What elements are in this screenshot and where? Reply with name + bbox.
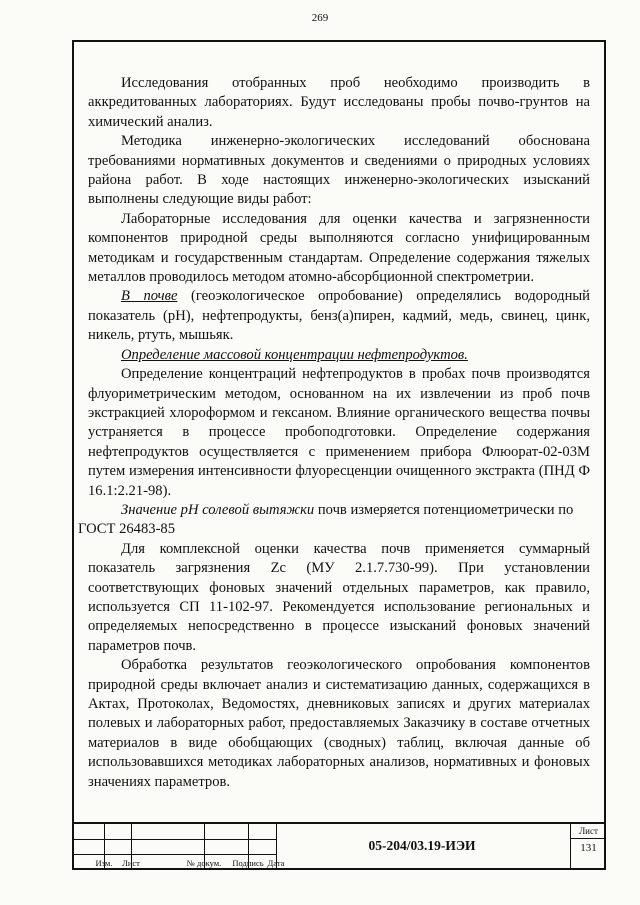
in-soil-heading: В почве	[121, 288, 178, 305]
paragraph-in-soil	[88, 287, 590, 345]
in-soil-text: (геоэкологическое опробование) определялись водородный показатель (рН), нефтепродукты, бенз(а)пирен, кадмий, медь, свинец, цинк, никель, ртуть, мышьяк.	[88, 288, 590, 344]
paragraph-laboratories: Исследования отобранных проб необходимо производить в аккредитованных лабораториях. Будут исследованы пробы почво-грунтов на химический анализ.	[88, 75, 590, 130]
oil-products-heading: Определение массовой концентрации нефтепродуктов.	[121, 346, 468, 363]
subheading-oil-products	[88, 346, 590, 365]
col-doc-number: № докум.	[132, 824, 205, 870]
page-frame	[72, 40, 606, 870]
ph-text: почв измеряется потенциометрически по	[314, 501, 574, 518]
title-block	[72, 822, 606, 870]
paragraph-processing: Обработка результатов геоэкологического опробования компонентов природной среды включает анализ и систематизацию данных, содержащихся в Актах, Протоколах, Ведомостях, дневниковых записях и других материалах полевых и лабораторных работ, предоставляемых Заказчику в составе отчетных материалов в виде обобщающих (сводных) таблиц, включая данные об использовавшихся методиках лабораторных анализов, нормативных и фоновых значениях параметров.	[88, 657, 590, 790]
col-signature: Подпись	[205, 824, 249, 870]
page-number: 269	[311, 12, 329, 24]
col-date: Дата	[249, 824, 277, 870]
paragraph-methodology: Методика инженерно-экологических исследований обоснована требованиями нормативных документов и сведениями о природных условиях района работ. В ходе настоящих инженерно-экологических изысканий выполнены следующие виды работ:	[88, 133, 590, 208]
sheet-box	[570, 824, 606, 870]
sheet-label: Лист	[571, 825, 606, 839]
paragraph-gost: ГОСТ 26483-85	[78, 521, 176, 538]
paragraph-lab-research: Лабораторные исследования для оценки качества и загрязненности компонентов природной среды выполняются согласно унифицированным методикам и государственным стандартам. Определение содержания тяжелых металлов проводилось методом атомно-абсорбционной спектрометрии.	[88, 210, 590, 286]
col-sheet: Лист	[105, 824, 132, 870]
sheet-number: 131	[580, 842, 597, 854]
document-code: 05-204/03.19-ИЭИ	[368, 838, 476, 853]
paragraph-oil-products: Определение концентраций нефтепродуктов в пробах почв производятся флуориметрическим методом, основанном на их извлечении из проб почв экстракцией хлороформом и гексаном. Влияние органического вещества почвы устраняется в процессе пробоподготовки. Определение содержания нефтепродуктов осуществляется с применением прибора Флюорат-02-03М путем измерения интенсивности флуоресценции очищенного экстракта (ПНД Ф 16.1:2.21-98).	[88, 366, 590, 499]
ph-heading: Значение рН солевой вытяжки	[121, 501, 315, 518]
paragraph-ph	[88, 501, 590, 520]
document-body	[78, 74, 590, 792]
paragraph-zc: Для комплексной оценки качества почв применяется суммарный показатель загрязнения Zc (МУ 2.1.7.730-99). При установлении соответствующих фоновых значений отдельных параметров, как правило, используется СП 11-102-97. Рекомендуется использование региональных и определяемых непосредственно в процессе изысканий фоновых значений параметров почв.	[88, 540, 590, 654]
col-change: Изм.	[72, 824, 105, 870]
